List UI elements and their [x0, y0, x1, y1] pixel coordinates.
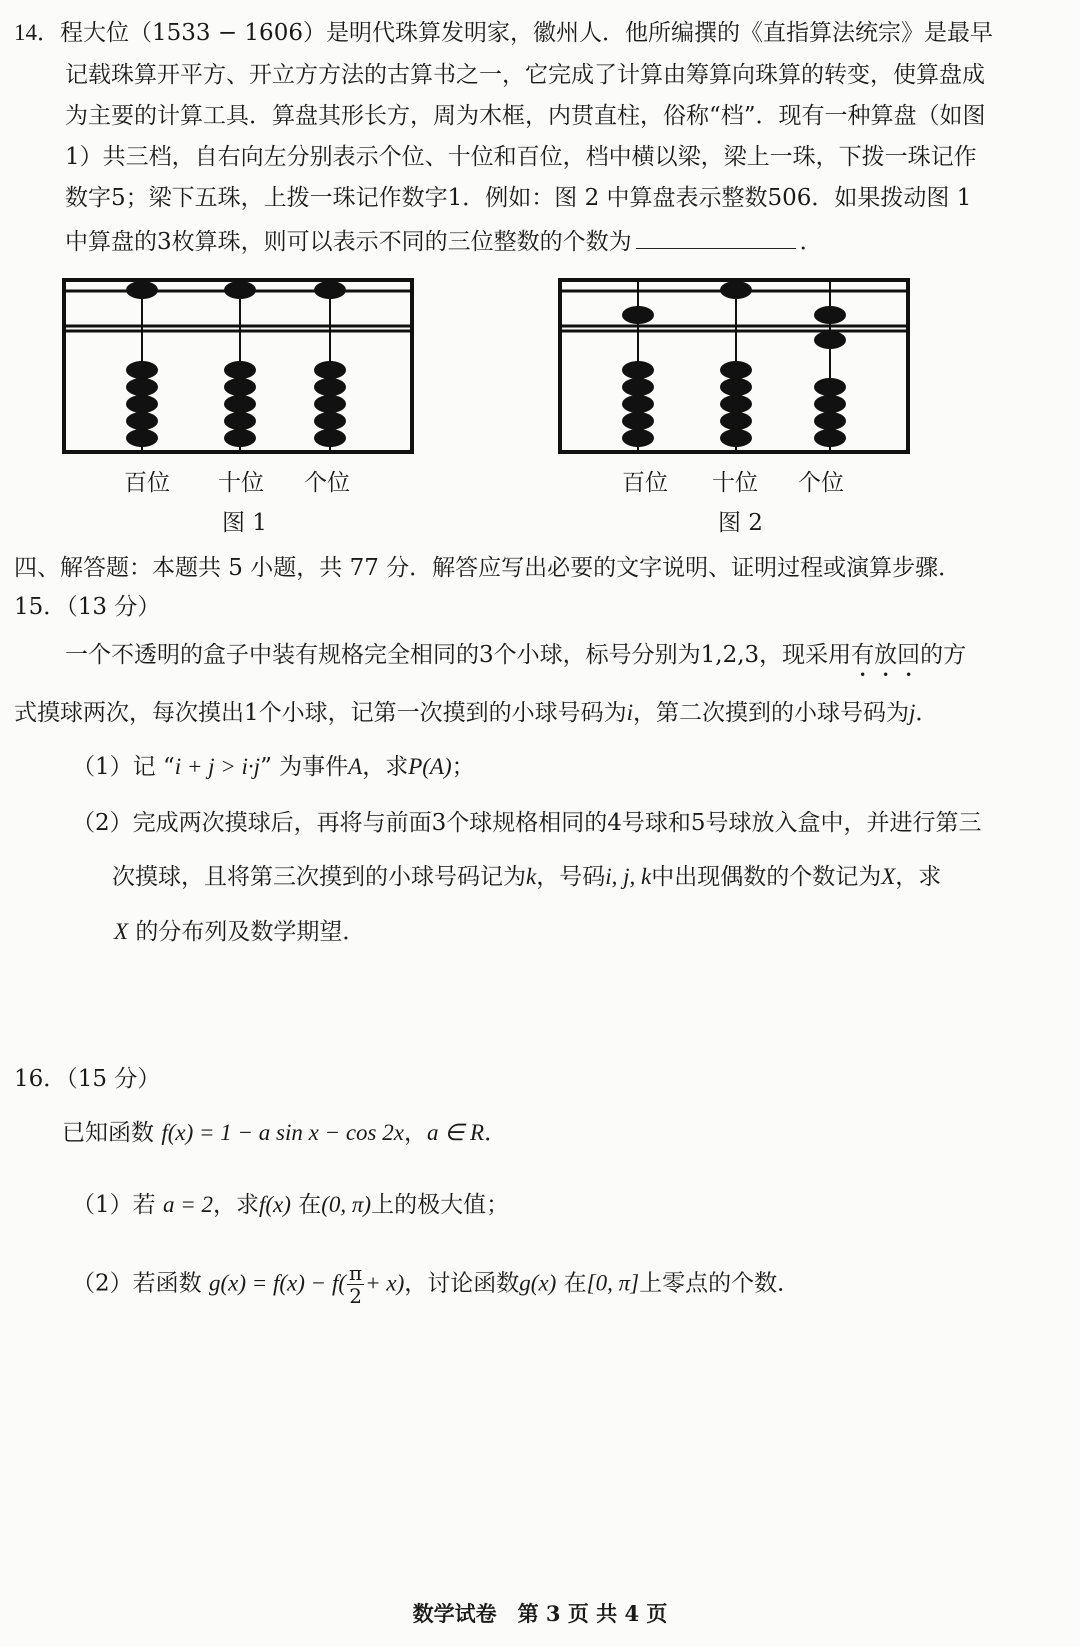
q15-stem-line2 [14, 698, 938, 728]
q16-p2-interval: [0, π] [586, 1270, 640, 1296]
q15-p2-2d: ，求 [895, 864, 942, 890]
q16-stem [62, 1118, 507, 1148]
q16-stem-end: ． [484, 1120, 508, 1146]
q16-stem-cond: a ∈ R [426, 1120, 485, 1145]
q14-text-1: 程大位（1533 − 1606）是明代珠算发明家，徽州人．他所编撰的《直指算法统宗》是最早 [60, 20, 993, 46]
q15-p1-event-A: A [348, 754, 363, 779]
abacus-1-upper-bead-hundreds [126, 281, 158, 299]
q15-p2-2b: ，号码 [536, 864, 606, 890]
abacus-1-drawing [62, 278, 414, 454]
fig1-label-tens: 十位 [218, 470, 264, 496]
fig1-label-ones: 个位 [304, 470, 350, 496]
abacus-1-upper-bead-tens [224, 281, 256, 299]
abacus-2-lower-beads-tens [720, 361, 752, 447]
q15-var-i: i [626, 700, 634, 725]
q16-part2 [72, 1262, 800, 1307]
q15-stem-a: 一个不透明的盒子中装有规格完全相同的3个小球，标号分别为1,2,3，现采用 [65, 642, 852, 668]
q14-text-6: 中算盘的3枚算珠，则可以表示不同的三位整数的个数为 [65, 229, 632, 255]
q16-stem-formula: f(x) = 1 − a sin x − cos 2x [161, 1120, 404, 1145]
fig2-caption: 图 2 [718, 510, 763, 536]
q15-part2-line1: （2）完成两次摸球后，再将与前面3个球规格相同的4号球和5号球放入盒中，并进行第三 [72, 810, 982, 836]
abacus-2-upper-bead-ones [814, 306, 846, 324]
abacus-2-lower-beads-ones [814, 331, 846, 447]
fig2-label-tens: 十位 [712, 470, 758, 496]
abacus-2-drawing [558, 278, 910, 454]
q15-stem2-a: 式摸球两次，每次摸出1个小球，记第一次摸到的小球号码为 [14, 700, 627, 726]
q14-line2: 记载珠算开平方、开立方方法的古算书之一，它完成了计算由筹算向珠算的转变，使算盘成 [65, 62, 985, 88]
fig2-label-hundreds: 百位 [622, 470, 668, 496]
q14-line5: 数字5；梁下五珠，上拨一珠记作数字1．例如：图 2 中算盘表示整数506．如果拨动图 1 [65, 185, 972, 211]
q16-p2-fraction [347, 1262, 364, 1307]
q16-p1-end: 上的极大值； [371, 1192, 510, 1218]
q16-p1-mid2: 在 [298, 1192, 322, 1218]
q14-line6 [65, 224, 823, 257]
q16-p2-gx: g(x) [519, 1270, 557, 1296]
q14-line4: 1）共三档，自右向左分别表示个位、十位和百位，档中横以梁，梁上一珠，下拨一珠记作 [65, 144, 977, 170]
q15-stem-emphasis: 有放回 [851, 642, 921, 668]
q15-p2-2c: 中出现偶数的个数记为 [651, 864, 882, 890]
q16-p1-pre: （1）若 [72, 1192, 156, 1218]
fig1-label-hundreds: 百位 [124, 470, 170, 496]
q15-header: 15．（13 分） [14, 594, 161, 620]
q15-p2-line3-X: X [114, 919, 129, 944]
q14-line3: 为主要的计算工具．算盘其形长方，周为木框，内贯直柱，俗称“档”．现有一种算盘（如图 [65, 103, 986, 129]
q15-p2-line3-text: 的分布列及数学期望． [135, 919, 366, 945]
q16-p2-g: g(x) = f(x) − f( [208, 1270, 346, 1296]
abacus-1-lower-beads-hundreds [126, 361, 158, 447]
abacus-1-upper-bead-ones [314, 281, 346, 299]
q16-p2-frac-num: π [349, 1261, 363, 1285]
abacus-figure-1 [62, 278, 414, 454]
page-footer: 数学试卷 第 3 页 共 4 页 [412, 1601, 668, 1626]
q15-p1-mid: ” 为事件 [260, 754, 349, 780]
q15-stem2-b: ，第二次摸到的小球号码为 [633, 700, 910, 726]
q14-number: 14． [14, 20, 60, 45]
q16-stem-mid: ， [403, 1120, 427, 1146]
abacus-1-lower-beads-ones [314, 361, 346, 447]
q16-p1-interval: (0, π) [321, 1192, 372, 1217]
q14-line6-end: ． [799, 229, 823, 255]
q15-stem2-c: ． [915, 700, 939, 726]
q16-p2-frac-den: 2 [349, 1284, 362, 1308]
q15-part2-line3 [114, 917, 365, 947]
q16-p2-pre: （2）若函数 [72, 1270, 202, 1297]
abacus-1-lower-beads-tens [224, 361, 256, 447]
q14-line1 [14, 18, 993, 48]
q16-p2-mid: ，讨论函数 [404, 1270, 520, 1297]
q15-stem-b: 的方 [920, 642, 967, 668]
q16-p2-mid2: 在 [563, 1270, 587, 1297]
q15-p2-ijk: i, j, k [605, 864, 652, 889]
q15-part1 [72, 752, 475, 782]
q16-header: 16．（15 分） [14, 1066, 161, 1092]
q16-p2-g-end: + x) [365, 1270, 405, 1296]
q15-p1-formula: i + j > i·j [174, 754, 261, 779]
fig2-label-ones: 个位 [798, 470, 844, 496]
q15-p1-PA: P(A) [408, 754, 452, 779]
q15-p2-2a: 次摸球，且将第三次摸到的小球号码记为 [112, 864, 526, 890]
abacus-2-upper-bead-hundreds [622, 306, 654, 324]
q16-part1 [72, 1190, 509, 1220]
q15-part2-line2 [112, 862, 941, 892]
section4-title: 四、解答题：本题共 5 小题，共 77 分．解答应写出必要的文字说明、证明过程或演算步骤． [14, 555, 962, 581]
abacus-2-lower-beads-hundreds [622, 361, 654, 447]
q16-p1-fx: f(x) [258, 1192, 291, 1217]
q16-stem-pre: 已知函数 [62, 1120, 154, 1146]
q15-p1-pre: （1）记 “ [72, 754, 175, 780]
q15-var-j: j [909, 700, 916, 725]
q15-p2-k: k [526, 864, 537, 889]
q16-p1-mid: ，求 [212, 1192, 259, 1218]
q15-p2-X: X [881, 864, 896, 889]
abacus-figure-2 [558, 278, 910, 454]
q15-p1-end: ； [451, 754, 475, 780]
answer-blank [636, 224, 796, 249]
q15-p1-mid2: ，求 [362, 754, 409, 780]
abacus-2-upper-bead-tens [720, 281, 752, 299]
q16-p2-end: 上零点的个数． [639, 1270, 801, 1297]
q15-stem-line1 [65, 640, 966, 682]
q16-p1-cond: a = 2 [162, 1192, 213, 1217]
fig1-caption: 图 1 [222, 510, 267, 536]
